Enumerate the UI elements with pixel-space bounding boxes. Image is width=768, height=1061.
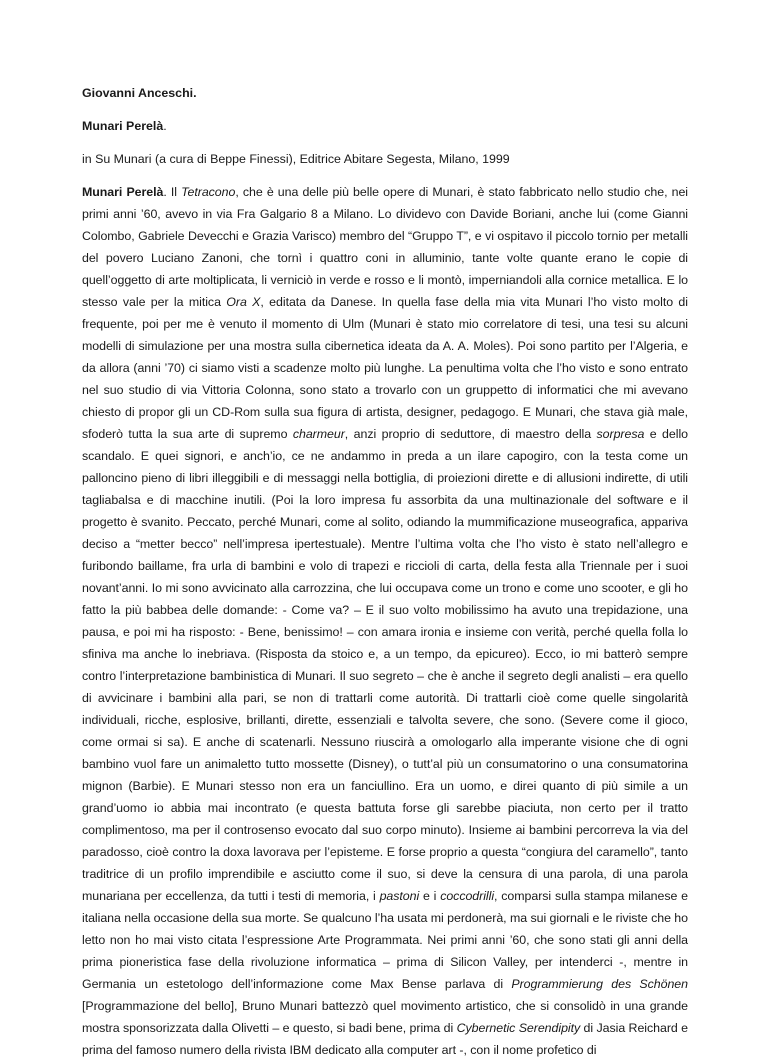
body-text: e i [419,889,441,903]
body-lead: Munari Perelà [82,185,164,199]
italic-term: Programmierung des Schönen [511,977,688,991]
body-text: . Il [163,185,182,199]
document-page [82,82,688,1061]
italic-term: Tetracono [181,185,236,199]
body-text: , comparsi sulla stampa milanese e italiana nella occasione della sua morte. Se qualcuno l’ha usata mi perdonerà, ma sui giornali e le riviste che ho letto non ho mai visto citata l’espressione Arte Programmata. Nei primi anni ’60, che sono stati gli anni della prima pioneristica fase della rivoluzione informatica – prima di Silicon Valley, per intenderci -, mentre in Germania un estetologo dell’informazione come Max Bense parlava di [82,889,688,991]
italic-term: Cybernetic Serendipity [456,1021,581,1035]
article-title-text: Munari Perelà [82,119,164,133]
article-title [82,115,688,137]
body-text: , editata da Danese. In quella fase della mia vita Munari l’ho visto molto di frequente, poi per me è venuto il momento di Ulm (Munari è stato mio correlatore di tesi, una tesi su alcuni modelli di simulazione per una mostra sulla cibernetica ideata da A. A. Moles). Poi sono partito per l’Algeria, e da allora (anni ’70) ci siamo visti a scadenze molto più lunghe. La penultima volta che l’ho visto e sono entrato nel suo studio di via Vittoria Colonna, sono stato a trovarlo con un gruppetto di informatici che mi avevano chiesto di propor gli un CD-Rom sulla sua figura di artista, designer, pedagogo. E Munari, che stava già male, sfoderò tutta la sua arte di supremo [82,295,688,441]
italic-term: Ora X [226,295,261,309]
author-name: Giovanni Anceschi. [82,86,197,100]
italic-term: coccodrilli [440,889,495,903]
body-text: [Programmazione del bello], Bruno Munari battezzò quel movimento artistico, che si consolidò in una grande mostra sponsorizzata dalla Olivetti – e questo, si badi bene, prima di [82,999,688,1035]
italic-term: pastoni [379,889,420,903]
italic-term: sorpresa [596,427,645,441]
italic-term: charmeur [292,427,345,441]
body-paragraph [82,181,688,1061]
body-text: e dello scandalo. E quei signori, e anch’io, ce ne andammo in preda a un ilare capogiro, con la testa come un palloncino pieno di libri illeggibili e di messaggi nella bottiglia, di proiezioni dirette e di allusioni indirette, di utili tagliabalsa e di macchine inutili. (Poi la loro impresa fu assorbita da una multinazionale del software e il progetto è svanito. Peccato, perché Munari, come al solito, odiando la mummificazione museografica, appariva deciso a “metter becco” nell’impresa ipertestuale). Mentre l’ultima volta che l’ho visto è stato nell’allegro e furibondo baillame, fra urla di bambini e volo di trapezi e riccioli di carta, della festa alla Triennale per i suoi novant’anni. Io mi sono avvicinato alla carrozzina, che lui occupava come un trono e come uno scooter, e gli ho fatto la più babbea delle domande: - Come va? – E il suo volto mobilissimo ha avuto una trepidazione, una pausa, e poi mi ha risposto: - Bene, benissimo! – con amara ironia e insieme con verità, perché quella folla lo sfiniva ma anche lo inebriava. (Risposta da stoico e, a un tempo, da epicureo). Ecco, io mi batterò sempre contro l’interpretazione bambinistica di Munari. Il suo segreto – che è anche il segreto degli analisti – era quello di avvicinare i bambini alla pari, se non di trattarli come autorità. Di trattarli cioè come quelle singolarità individuali, ricche, esplosive, brillanti, dirette, essenziali e talvolta severe, che sono. (Severe come il gioco, come ormai si sa). E anche di scatenarli. Nessuno riuscirà a omologarlo alla imperante visione che di ogni bambino vuol fare un animaletto tutto mossette (Disney), o tutt’al più un consumatorino o una consumatorina mignon (Barbie). E Munari stesso non era un fanciullino. Era un uomo, e direi quanto di più simile a un grand’uomo io abbia mai incontrato (e questa battuta forse gli sarebbe piaciuta, non certo per il tratto complimentoso, ma per il controsenso evocato dal suo corpo minuto). Insieme ai bambini percorreva la via del paradosso, cioè contro la doxa lavorava per l’episteme. E forse proprio a questa “congiura del caramello”, tanto traditrice di un profilo imprendibile e asciutto come il suo, si deve la censura di una parola, di una parola munariana per eccellenza, da tutti i testi di memoria, i [82,427,688,903]
source-citation: in Su Munari (a cura di Beppe Finessi), Editrice Abitare Segesta, Milano, 1999 [82,152,510,166]
body-text: , anzi proprio di seduttore, di maestro della [344,427,597,441]
body-text: di Jasia Reichard e prima del famoso numero della rivista IBM dedicato alla computer art -, con il nome profetico di [82,1021,688,1057]
article-title-suffix: . [163,119,167,133]
body-text: , che è una delle più belle opere di Munari, è stato fabbricato nello studio che, nei primi anni ’60, avevo in via Fra Galgario 8 a Milano. Lo dividevo con Davide Boriani, anche lui (come Gianni Colombo, Gabriele Devecchi e Grazia Varisco) membro del “Gruppo T”, e vi ospitavo il piccolo tornio per metalli del povero Luciano Zanoni, che tornì i quattro coni in alluminio, tante volte quante erano le copie di quell’oggetto di arte moltiplicata, li verniciò in verde e rosso e li montò, imperniandoli alla cornice metallica. E lo stesso vale per la mitica [82,185,688,309]
